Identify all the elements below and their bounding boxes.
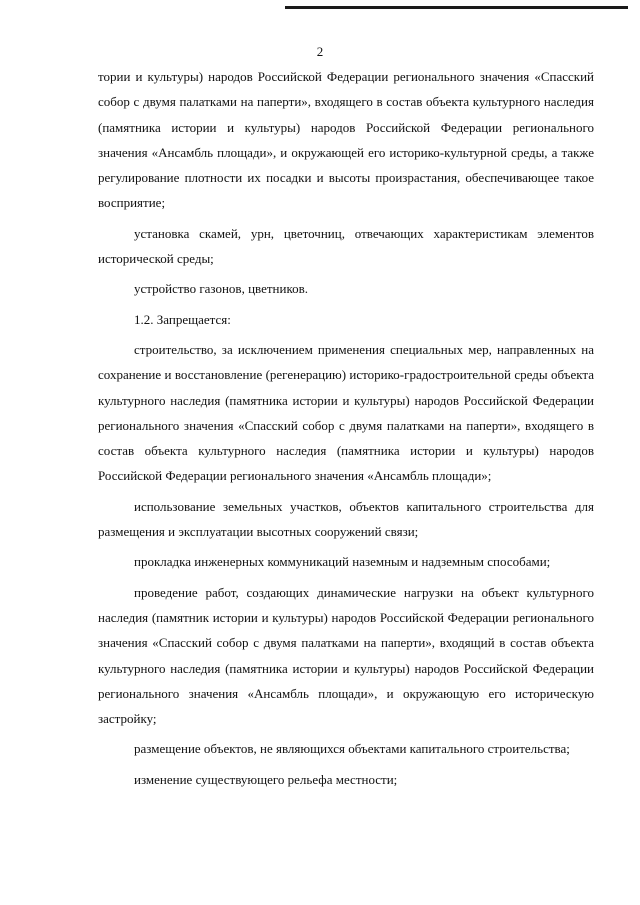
paragraph: прокладка инженерных коммуникаций наземным и надземным способами; — [134, 554, 551, 570]
paragraph: тории и культуры) народов Российской Федерации регионального значения «Спасский собор с двумя палатками на паперти», входящего в состав объекта культурного наследия (памятника истории и культуры) народов Российской Федерации регионального значения «Ансамбль площади», и окружающей его историко-культурной среды, а также регулирование плотности их посадки и высоты произрастания, обеспечивающее такое восприятие; — [98, 69, 594, 211]
paragraph: размещение объектов, не являющихся объектами капитального строительства; — [134, 741, 570, 757]
paragraph: установка скамей, урн, цветочниц, отвечающих характеристикам элементов исторической среды; — [98, 225, 594, 267]
page-number: 2 — [316, 44, 324, 59]
paragraph: строительство, за исключением применения специальных мер, направленных на сохранение и восстановление (регенерацию) историко-градостроительной среды объекта культурного наследия (памятника истории и культуры) народов Российской Федерации регионального значения «Спасский собор с двумя палатками на паперти», входящего в состав объекта культурного наследия (памятника истории и культуры) народов Российской Федерации регионального значения «Ансамбль площади»; — [98, 341, 594, 484]
paragraph: использование земельных участков, объектов капитального строительства для размещения и эксплуатации высотных сооружений связи; — [98, 498, 594, 540]
paragraph: 1.2. Запрещается: — [134, 311, 231, 327]
paragraph: проведение работ, создающих динамические нагрузки на объект культурного наследия (памятник истории и культуры) народов Российской Федерации регионального значения «Спасский собор с двумя палатками на паперти», входящий в состав объекта культурного наследия (памятника истории и культуры) народов Российской Федерации регионального значения «Ансамбль площади», и окружающую его историческую застройку; — [98, 584, 594, 727]
paragraph: изменение существующего рельефа местности; — [134, 771, 398, 787]
paragraph: устройство газонов, цветников. — [134, 281, 309, 297]
document-body — [98, 64, 594, 797]
top-rule — [285, 6, 628, 9]
